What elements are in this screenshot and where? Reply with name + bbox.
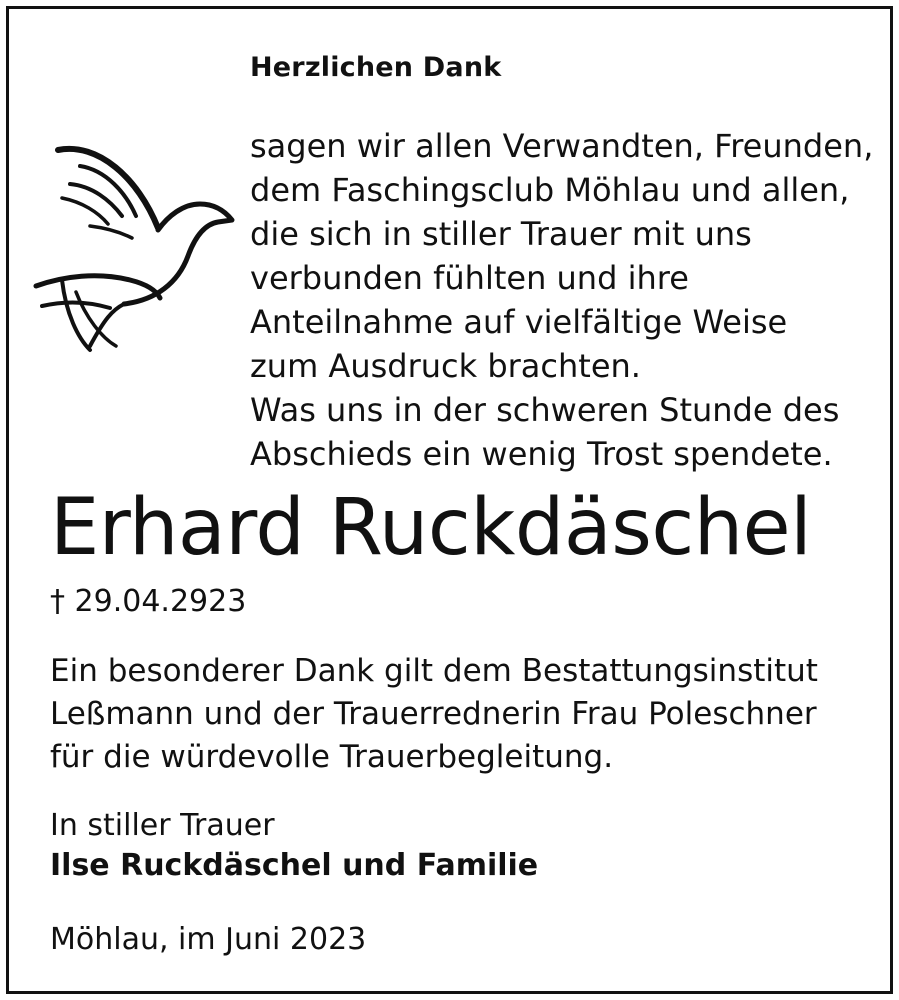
special-thanks-line: Ein besonderer Dank gilt dem Bestattungsinstitut bbox=[50, 653, 818, 689]
intro-line: Abschieds ein wenig Trost spendete. bbox=[250, 435, 833, 473]
notice-heading: Herzlichen Dank bbox=[250, 52, 502, 83]
special-thanks-line: Leßmann und der Trauerrednerin Frau Poleschner bbox=[50, 696, 817, 732]
mourning-phrase: In stiller Trauer bbox=[50, 808, 275, 843]
intro-line: die sich in stiller Trauer mit uns bbox=[250, 215, 752, 253]
death-date: † 29.04.2923 bbox=[50, 584, 247, 619]
intro-line: sagen wir allen Verwandten, Freunden, bbox=[250, 127, 874, 165]
intro-line: dem Faschingsclub Möhlau und allen, bbox=[250, 171, 850, 209]
place-and-date: Möhlau, im Juni 2023 bbox=[50, 922, 367, 957]
intro-line: zum Ausdruck brachten. bbox=[250, 347, 641, 385]
intro-line: Was uns in der schweren Stunde des bbox=[250, 391, 840, 429]
intro-line: Anteilnahme auf vielfältige Weise bbox=[250, 303, 788, 341]
dove-icon bbox=[28, 138, 238, 360]
special-thanks-line: für die würdevolle Trauerbegleitung. bbox=[50, 739, 614, 775]
family-signature: Ilse Ruckdäschel und Familie bbox=[50, 848, 539, 883]
intro-paragraph bbox=[250, 124, 874, 476]
deceased-name: Erhard Ruckdäschel bbox=[50, 483, 812, 573]
special-thanks-paragraph bbox=[50, 650, 870, 779]
intro-line: verbunden fühlten und ihre bbox=[250, 259, 689, 297]
